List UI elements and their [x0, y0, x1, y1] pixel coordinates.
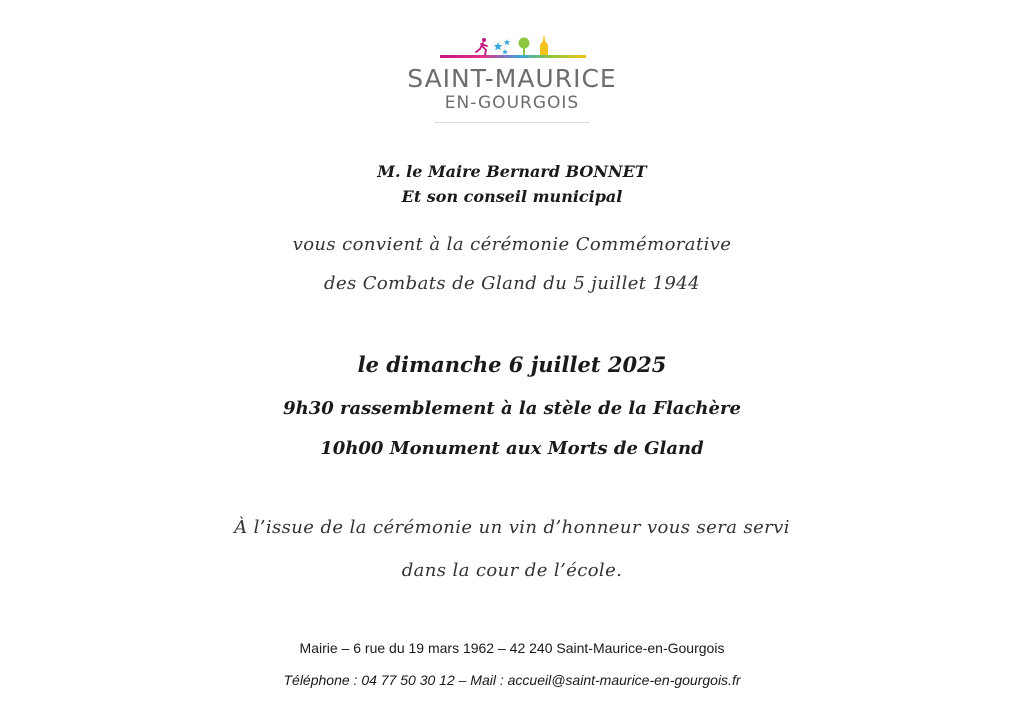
host-council: Et son conseil municipal	[401, 187, 623, 206]
closing-line-2: dans la cour de l’école.	[401, 560, 623, 581]
stars-icon	[494, 39, 511, 55]
program-item-gathering: 9h30 rassemblement à la stèle de la Flachère	[283, 398, 741, 419]
logo-subtitle: EN-GOURGOIS	[444, 93, 580, 113]
footer-address: Mairie – 6 rue du 19 mars 1962 – 42 240 Saint-Maurice-en-Gourgois	[299, 640, 725, 656]
invitation-line-1: vous convient à la cérémonie Commémorative	[292, 234, 732, 255]
footer-contact: Téléphone : 04 77 50 30 12 – Mail : accueil@saint-maurice-en-gourgois.fr	[283, 672, 741, 688]
invitation-line-2: des Combats de Gland du 5 juillet 1944	[324, 273, 700, 294]
host-name: M. le Maire Bernard BONNET	[377, 162, 647, 181]
church-icon	[540, 36, 548, 55]
event-date: le dimanche 6 juillet 2025	[357, 352, 667, 377]
logo-icons	[474, 36, 554, 58]
tree-icon	[519, 38, 530, 56]
program-item-monument: 10h00 Monument aux Morts de Gland	[320, 438, 704, 459]
runner-icon	[476, 38, 487, 55]
logo-divider	[434, 122, 590, 123]
town-logo	[0, 36, 1024, 126]
logo-title: SAINT-MAURICE	[407, 64, 617, 93]
closing-line-1: À l’issue de la cérémonie un vin d’honneur vous sera servi	[234, 517, 790, 538]
